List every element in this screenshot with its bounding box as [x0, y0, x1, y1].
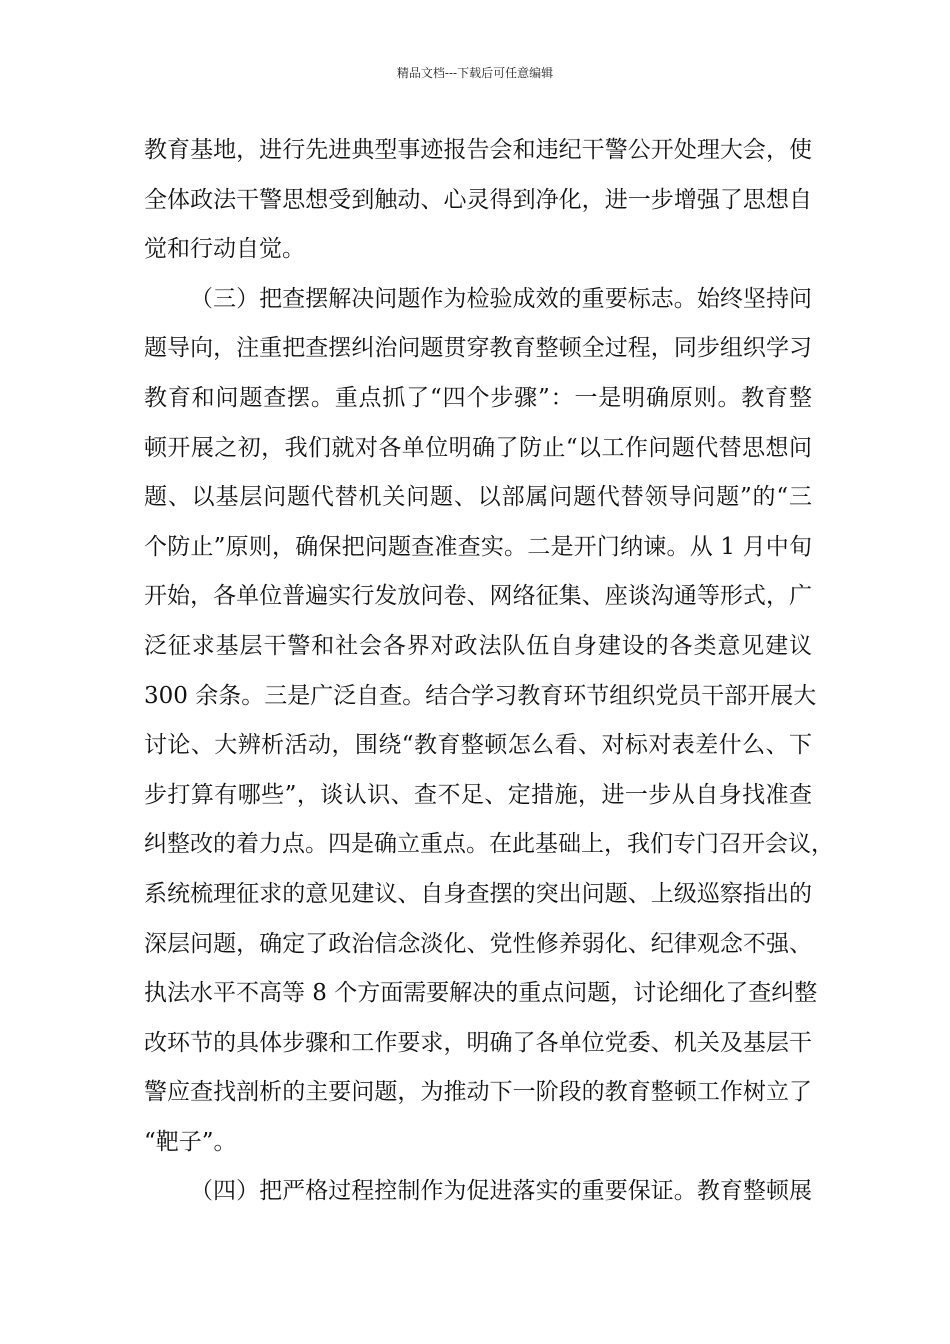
text-line: 纠整改的着力点。四是确立重点。在此基础上，我们专门召开会议， — [144, 831, 834, 858]
text-line: 题导向，注重把查摆纠治问题贯穿教育整顿全过程，同步组织学习 — [144, 335, 812, 362]
text-line: “靶子”。 — [144, 1128, 237, 1155]
document-body — [144, 126, 834, 1217]
text-line: 深层问题，确定了政治信念淡化、党性修养弱化、纪律观念不强、 — [144, 930, 812, 957]
text-line: 300 余条。三是广泛自查。结合学习教育环节组织党员干部开展大 — [144, 682, 817, 709]
text-line: 警应查找剖析的主要问题，为推动下一阶段的教育整顿工作树立了 — [144, 1079, 812, 1106]
paragraph-heading-3: （三）把查摆解决问题作为检验成效的重要标志。始终坚持问 — [190, 285, 812, 312]
text-line: 觉和行动自觉。 — [144, 236, 305, 263]
text-line: 系统梳理征求的意见建议、自身查摆的突出问题、上级巡察指出的 — [144, 880, 812, 907]
text-line: 题、以基层问题代替机关问题、以部属问题代替领导问题”的“三 — [144, 484, 812, 511]
text-line: 步打算有哪些”，谈认识、查不足、定措施，进一步从自身找准查 — [144, 781, 812, 808]
text-line: 教育基地，进行先进典型事迹报告会和违纪干警公开处理大会，使 — [144, 137, 812, 163]
text-line: 全体政法干警思想受到触动、心灵得到净化，进一步增强了思想自 — [144, 186, 812, 213]
text-line: 个防止”原则，确保把问题查准查实。二是开门纳谏。从 1 月中旬 — [144, 533, 812, 560]
text-line: 讨论、大辨析活动，围绕“教育整顿怎么看、对标对表差什么、下 — [144, 732, 812, 759]
text-line: 执法水平不高等 8 个方面需要解决的重点问题，讨论细化了查纠整 — [144, 980, 818, 1007]
text-line: 教育和问题查摆。重点抓了“四个步骤”：一是明确原则。教育整 — [144, 384, 812, 411]
text-line: 顿开展之初，我们就对各单位明确了防止“以工作问题代替思想问 — [144, 434, 812, 461]
paragraph-heading-4: （四）把严格过程控制作为促进落实的重要保证。教育整顿展 — [190, 1178, 812, 1205]
text-line: 改环节的具体步骤和工作要求，明确了各单位党委、机关及基层干 — [144, 1029, 812, 1056]
text-line: 开始，各单位普遍实行发放问卷、网络征集、座谈沟通等形式，广 — [144, 583, 812, 610]
text-line: 泛征求基层干警和社会各界对政法队伍自身建设的各类意见建议 — [144, 632, 812, 659]
page-header: 精品文档---下载后可任意编辑 — [396, 66, 554, 80]
